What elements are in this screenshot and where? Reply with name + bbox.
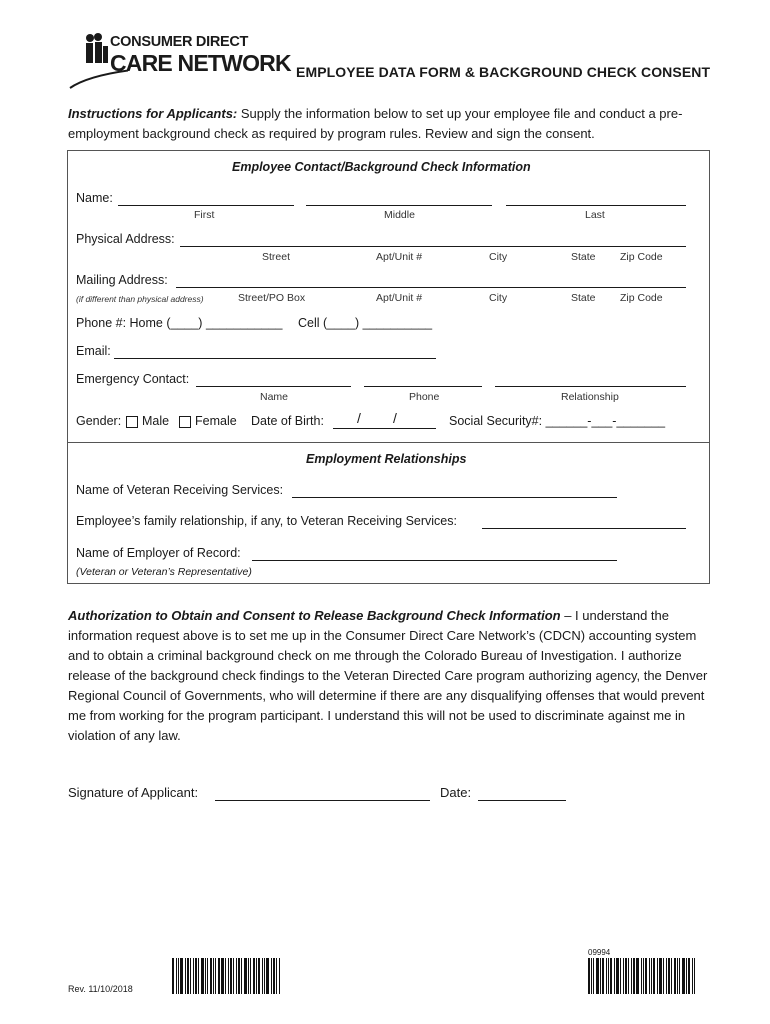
barcode-bar [244, 958, 247, 994]
barcode-bar [180, 958, 183, 994]
barcode-bar [682, 958, 685, 994]
mailing-address-field[interactable] [176, 287, 686, 288]
barcode-bar [205, 958, 206, 994]
female-checkbox[interactable] [179, 416, 191, 428]
instructions-label: Instructions for Applicants: [68, 106, 238, 121]
street-sublabel: Street [262, 251, 291, 263]
apt-sublabel: Apt/Unit # [376, 251, 423, 263]
family-relationship-label: Employee’s family relationship, if any, to Veteran Receiving Services: [76, 514, 457, 528]
signature-field[interactable] [215, 800, 430, 801]
name-label: Name: [76, 191, 113, 205]
mailing-note: (if different than physical address) [76, 294, 204, 304]
barcode-bar [230, 958, 232, 994]
barcode-bar [185, 958, 186, 994]
revision-date: Rev. 11/10/2018 [68, 984, 133, 994]
barcode-bar [172, 958, 174, 994]
barcode-bar [602, 958, 604, 994]
emergency-name-field[interactable] [196, 386, 351, 387]
barcode-bar [225, 958, 226, 994]
barcode-bar [686, 958, 687, 994]
email-label: Email: [76, 344, 111, 358]
barcode-bar [610, 958, 612, 994]
instructions-text: Supply the information below to set up your employee file and conduct a pre-employment background check as required by program rules. Review and sign the consent. [68, 106, 683, 141]
logo-line-2: CARE NETWORK [110, 50, 291, 76]
barcode-left [172, 958, 290, 994]
employer-of-record-field[interactable] [252, 560, 617, 561]
dob-field[interactable] [333, 428, 436, 429]
barcode-bar [657, 958, 658, 994]
gender-label: Gender: [76, 414, 122, 428]
barcode-bar [671, 958, 672, 994]
barcode-bar [190, 958, 191, 994]
barcode-bar [279, 958, 280, 994]
barcode-bar [271, 958, 272, 994]
barcode-bar [645, 958, 647, 994]
barcode-bar [195, 958, 197, 994]
street-po-sublabel: Street/PO Box [238, 292, 306, 304]
barcode-bar [264, 958, 265, 994]
barcode-bar [623, 958, 624, 994]
dob-slash-1: / [357, 410, 361, 426]
first-name-field[interactable] [118, 205, 294, 206]
barcode-bar [628, 958, 629, 994]
barcode-bar [677, 958, 678, 994]
barcode-bar [215, 958, 216, 994]
barcode-bar [187, 958, 189, 994]
barcode-bar [651, 958, 652, 994]
barcode-bar [210, 958, 212, 994]
contact-section-heading: Employee Contact/Background Check Information [232, 160, 531, 174]
barcode-bar [625, 958, 627, 994]
emergency-phone-field[interactable] [364, 386, 482, 387]
barcode-bar [178, 958, 179, 994]
barcode-bar [606, 958, 607, 994]
barcode-bar [233, 958, 234, 994]
middle-sublabel: Middle [384, 209, 415, 221]
mailing-address-label: Mailing Address: [76, 273, 168, 287]
barcode-bar [241, 958, 242, 994]
barcode-bar [213, 958, 214, 994]
barcode-bar [238, 958, 240, 994]
barcode-bar [193, 958, 194, 994]
barcode-bar [616, 958, 619, 994]
barcode-bar [688, 958, 690, 994]
company-logo [68, 32, 291, 94]
employment-section-heading: Employment Relationships [306, 452, 467, 466]
barcode-bar [201, 958, 204, 994]
barcode-right [588, 958, 706, 994]
section-divider [68, 442, 709, 443]
barcode-bar [198, 958, 199, 994]
barcode-bar [250, 958, 251, 994]
barcode-bar [694, 958, 695, 994]
physical-address-label: Physical Address: [76, 232, 175, 246]
authorization-text: – I understand the information request above is to set me up in the Consumer Direct Care Network’s (CDCN) accounting system and to obtain a criminal background check on me through the Colorado Bureau of Investigation. I authorize release of the background check findings to the Veteran Directed Care program authorizing agency, the Denver Regional Council of Governments, who will determine if there are any disqualifying offenses that would prevent me from working for the program participant. I understand this will not be used to discriminate against me in violation of any law. [68, 608, 708, 743]
barcode-bar [596, 958, 599, 994]
barcode-bar [253, 958, 255, 994]
emergency-name-sublabel: Name [260, 391, 289, 403]
instructions [68, 104, 708, 144]
barcode-bar [633, 958, 635, 994]
barcode-bar [641, 958, 642, 994]
authorization-label: Authorization to Obtain and Consent to Release Background Check Information [68, 608, 561, 623]
emergency-contact-label: Emergency Contact: [76, 372, 190, 386]
barcode-bar [600, 958, 601, 994]
middle-name-field[interactable] [306, 205, 492, 206]
barcode-bar [653, 958, 655, 994]
barcode-bar [218, 958, 220, 994]
barcode-bar [221, 958, 224, 994]
barcode-bar [692, 958, 693, 994]
home-phone-field[interactable]: Phone #: Home (____) ___________ [76, 316, 283, 330]
logo-line-1: CONSUMER DIRECT [110, 34, 249, 50]
authorization-paragraph [68, 606, 708, 746]
barcode-bar [674, 958, 676, 994]
emergency-relationship-field[interactable] [495, 386, 686, 387]
barcode-bar [273, 958, 275, 994]
barcode-bar [262, 958, 263, 994]
emergency-phone-sublabel: Phone [409, 391, 440, 403]
barcode-bar [666, 958, 667, 994]
dob-label: Date of Birth: [251, 414, 324, 428]
city-sublabel: City [489, 251, 508, 263]
family-relationship-field[interactable] [482, 528, 686, 529]
barcode-bar [663, 958, 664, 994]
signature-date-field[interactable] [478, 800, 566, 801]
employer-of-record-label: Name of Employer of Record: [76, 546, 241, 560]
barcode-bar [620, 958, 621, 994]
veteran-name-label: Name of Veteran Receiving Services: [76, 483, 284, 497]
last-name-field[interactable] [506, 205, 686, 206]
barcode-bar [248, 958, 249, 994]
barcode-bar [588, 958, 590, 994]
barcode-bar [266, 958, 269, 994]
barcode-bar [643, 958, 644, 994]
barcode-bar [679, 958, 680, 994]
form-title: EMPLOYEE DATA FORM & BACKGROUND CHECK CONSENT [296, 64, 711, 80]
state-sublabel: State [571, 251, 596, 263]
male-label: Male [142, 414, 170, 428]
barcode-bar [659, 958, 662, 994]
physical-address-field[interactable] [180, 246, 686, 247]
last-sublabel: Last [585, 209, 605, 221]
barcode-bar [236, 958, 237, 994]
male-checkbox[interactable] [126, 416, 138, 428]
mailing-zip-sublabel: Zip Code [620, 292, 663, 304]
barcode-bar [631, 958, 632, 994]
cell-phone-field[interactable]: Cell (____) __________ [298, 316, 433, 330]
barcode-bar [228, 958, 229, 994]
barcode-bar [207, 958, 208, 994]
barcode-bar [636, 958, 639, 994]
zip-sublabel: Zip Code [620, 251, 663, 263]
barcode-bar [258, 958, 260, 994]
employer-note: (Veteran or Veteran’s Representative) [76, 566, 252, 578]
barcode-bar [176, 958, 177, 994]
mailing-apt-sublabel: Apt/Unit # [376, 292, 423, 304]
signature-label: Signature of Applicant: [68, 785, 199, 800]
barcode-bar [668, 958, 670, 994]
form-number: 09994 [588, 948, 611, 957]
barcode-bar [649, 958, 650, 994]
barcode-bar [276, 958, 277, 994]
barcode-bar [614, 958, 615, 994]
mailing-state-sublabel: State [571, 292, 596, 304]
date-label: Date: [440, 785, 472, 800]
first-sublabel: First [194, 209, 215, 221]
veteran-name-field[interactable] [292, 497, 617, 498]
ssn-field[interactable]: Social Security#: ______-___-_______ [449, 414, 666, 428]
emergency-relationship-sublabel: Relationship [561, 391, 619, 403]
barcode-bar [608, 958, 609, 994]
email-field[interactable] [114, 358, 436, 359]
barcode-bar [593, 958, 594, 994]
mailing-city-sublabel: City [489, 292, 508, 304]
dob-slash-2: / [393, 410, 397, 426]
barcode-bar [591, 958, 592, 994]
female-label: Female [195, 414, 237, 428]
barcode-bar [256, 958, 257, 994]
